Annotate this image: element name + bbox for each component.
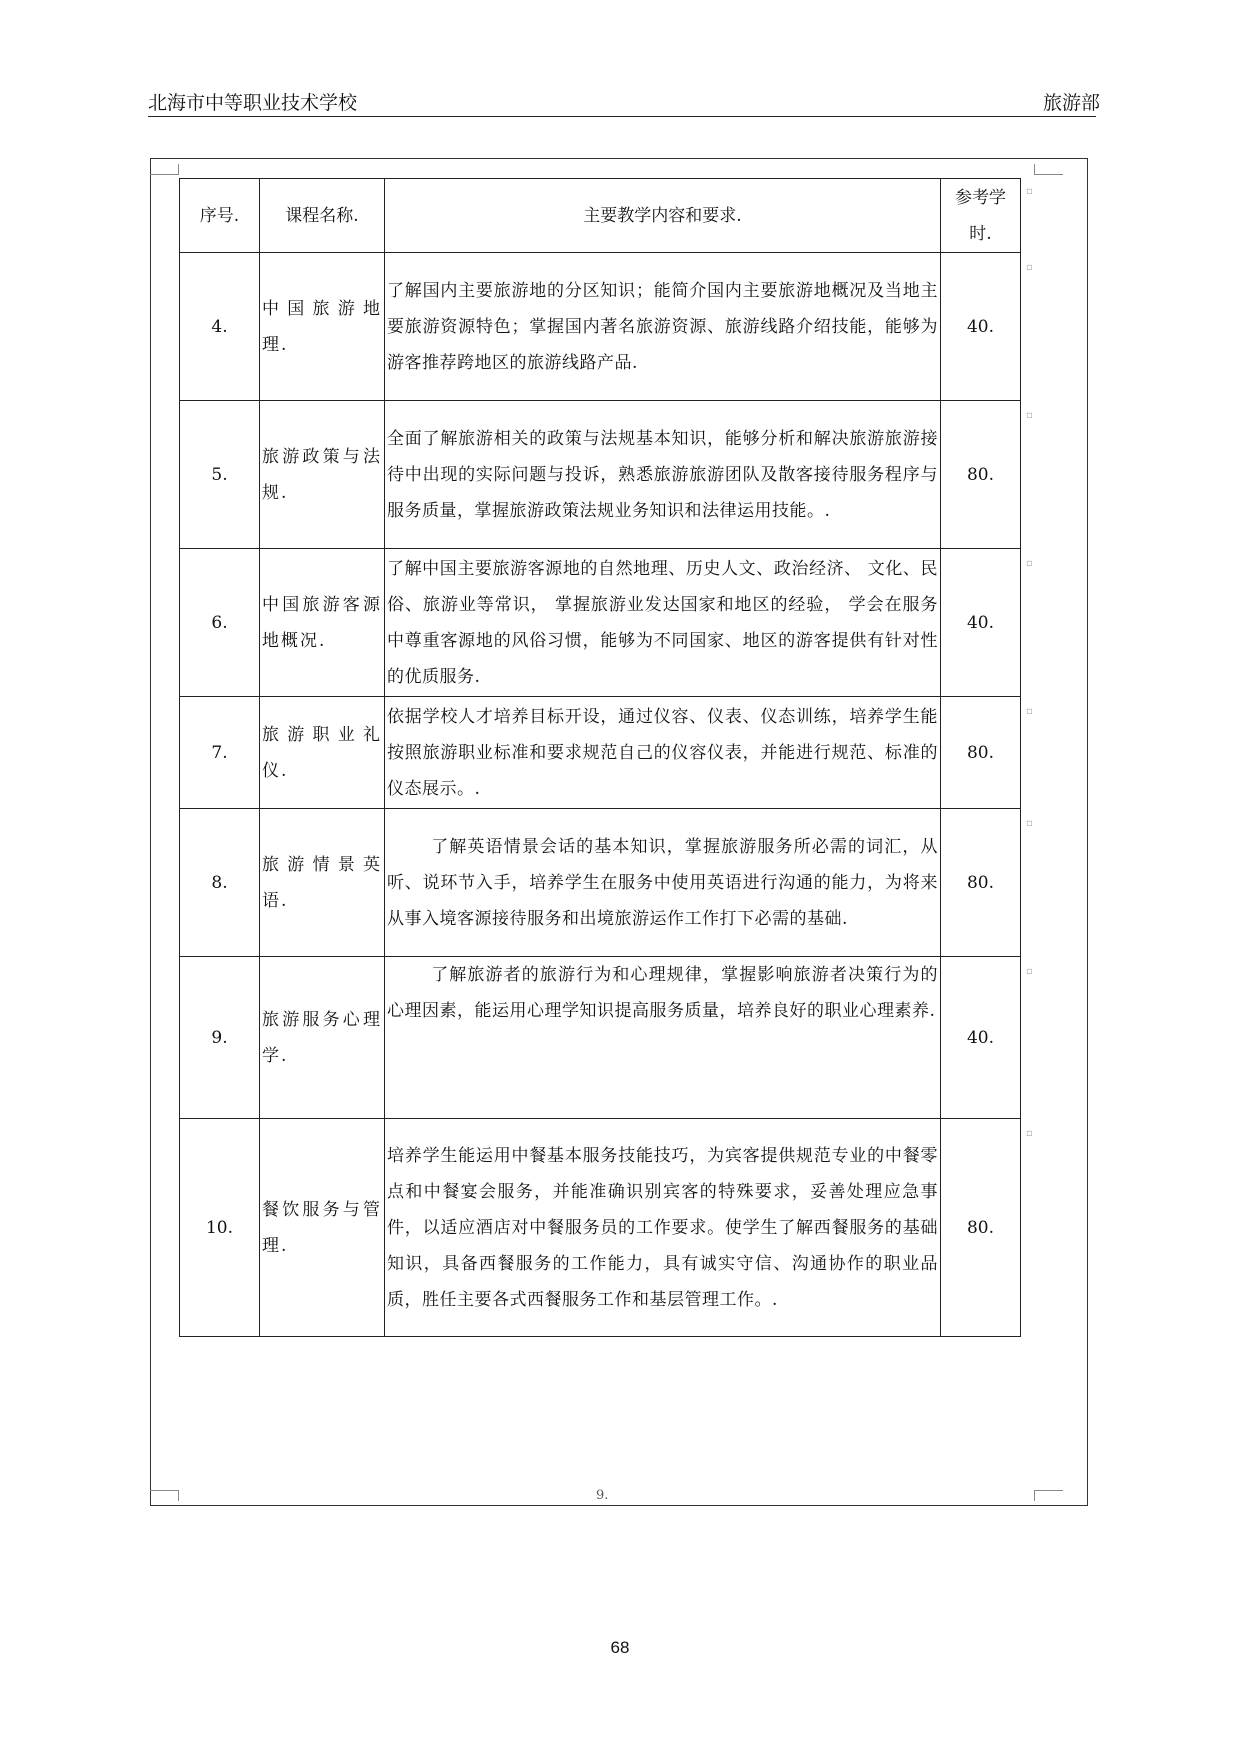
- row-hours: 80.: [941, 1119, 1021, 1337]
- row-index: 5.: [180, 401, 260, 549]
- row-course: 旅游职业礼仪.: [260, 697, 385, 809]
- row-index: 10.: [180, 1119, 260, 1337]
- row-content: 了解英语情景会话的基本知识，掌握旅游服务所必需的词汇，从听、说环节入手，培养学生在服务中使用英语进行沟通的能力，为将来从事入境客源接待服务和出境旅游运作工作打下必需的基础.: [385, 809, 941, 957]
- table-header-row: [180, 179, 1021, 253]
- row-content: 依据学校人才培养目标开设，通过仪容、仪表、仪态训练，培养学生能按照旅游职业标准和要求规范自己的仪容仪表，并能进行规范、标准的仪态展示。.: [385, 697, 941, 809]
- row-index: 8.: [180, 809, 260, 957]
- row-course: 旅游政策与法规.: [260, 401, 385, 549]
- row-content: 了解中国主要旅游客源地的自然地理、历史人文、政治经济、 文化、民俗、旅游业等常识， 掌握旅游业发达国家和地区的经验， 学会在服务中尊重客源地的风俗习惯，能够为不同国家、地区的游客提供有针对性的优质服务.: [385, 549, 941, 697]
- header-content: 主要教学内容和要求.: [385, 179, 941, 253]
- paragraph-mark: ▫: [1026, 818, 1033, 829]
- crop-mark-bottom-right: [1034, 1490, 1063, 1501]
- paragraph-mark: ▫: [1026, 410, 1033, 421]
- header-hours-line2: 时.: [969, 223, 992, 244]
- row-content: 全面了解旅游相关的政策与法规基本知识，能够分析和解决旅游旅游接待中出现的实际问题与投诉，熟悉旅游旅游团队及散客接待服务程序与服务质量，掌握旅游政策法规业务知识和法律运用技能。.: [385, 401, 941, 549]
- row-hours: 80.: [941, 697, 1021, 809]
- crop-mark-bottom-left: [150, 1490, 179, 1501]
- row-index: 7.: [180, 697, 260, 809]
- table-row: [180, 549, 1021, 697]
- paragraph-mark: ▫: [1026, 186, 1033, 197]
- table-row: [180, 253, 1021, 401]
- row-index: 6.: [180, 549, 260, 697]
- inner-page-number: 9.: [596, 1488, 609, 1503]
- row-hours: 80.: [941, 401, 1021, 549]
- row-content: 了解旅游者的旅游行为和心理规律，掌握影响旅游者决策行为的心理因素，能运用心理学知识提高服务质量，培养良好的职业心理素养.: [385, 957, 941, 1119]
- table-row: [180, 697, 1021, 809]
- row-content: 培养学生能运用中餐基本服务技能技巧，为宾客提供规范专业的中餐零点和中餐宴会服务，并能准确识别宾客的特殊要求，妥善处理应急事件，以适应酒店对中餐服务员的工作要求。使学生了解西餐服务的基础知识，具备西餐服务的工作能力，具有诚实守信、沟通协作的职业品质，胜任主要各式西餐服务工作和基层管理工作。.: [385, 1119, 941, 1337]
- paragraph-mark: ▫: [1026, 558, 1033, 569]
- paragraph-mark: ▫: [1026, 706, 1033, 717]
- row-course: 旅游情景英语.: [260, 809, 385, 957]
- table-row: [180, 1119, 1021, 1337]
- header-rule: [148, 116, 1096, 117]
- header-department: 旅游部: [1042, 92, 1100, 114]
- paragraph-mark: ▫: [1026, 966, 1033, 977]
- row-course: 餐饮服务与管理.: [260, 1119, 385, 1337]
- header-hours: [941, 179, 1021, 253]
- header-hours-line1: 参考学: [955, 187, 1006, 208]
- crop-mark-top-right: [1034, 164, 1063, 175]
- course-table: [179, 178, 1021, 1337]
- header-course: 课程名称.: [260, 179, 385, 253]
- crop-mark-top-left: [150, 164, 179, 175]
- page-number: 68: [610, 1638, 630, 1657]
- paragraph-mark: ▫: [1026, 1128, 1033, 1139]
- row-course: 中国旅游地理.: [260, 253, 385, 401]
- row-course: 旅游服务心理学.: [260, 957, 385, 1119]
- header-index: 序号.: [180, 179, 260, 253]
- row-hours: 80.: [941, 809, 1021, 957]
- row-hours: 40.: [941, 253, 1021, 401]
- row-index: 4.: [180, 253, 260, 401]
- row-content: 了解国内主要旅游地的分区知识；能简介国内主要旅游地概况及当地主要旅游资源特色；掌握国内著名旅游资源、旅游线路介绍技能，能够为游客推荐跨地区的旅游线路产品.: [385, 253, 941, 401]
- row-course: 中国旅游客源地概况.: [260, 549, 385, 697]
- row-index: 9.: [180, 957, 260, 1119]
- row-hours: 40.: [941, 957, 1021, 1119]
- table-row: [180, 957, 1021, 1119]
- table-row: [180, 401, 1021, 549]
- paragraph-mark: ▫: [1026, 262, 1033, 273]
- header-school: 北海市中等职业技术学校: [148, 92, 358, 114]
- row-hours: 40.: [941, 549, 1021, 697]
- table-row: [180, 809, 1021, 957]
